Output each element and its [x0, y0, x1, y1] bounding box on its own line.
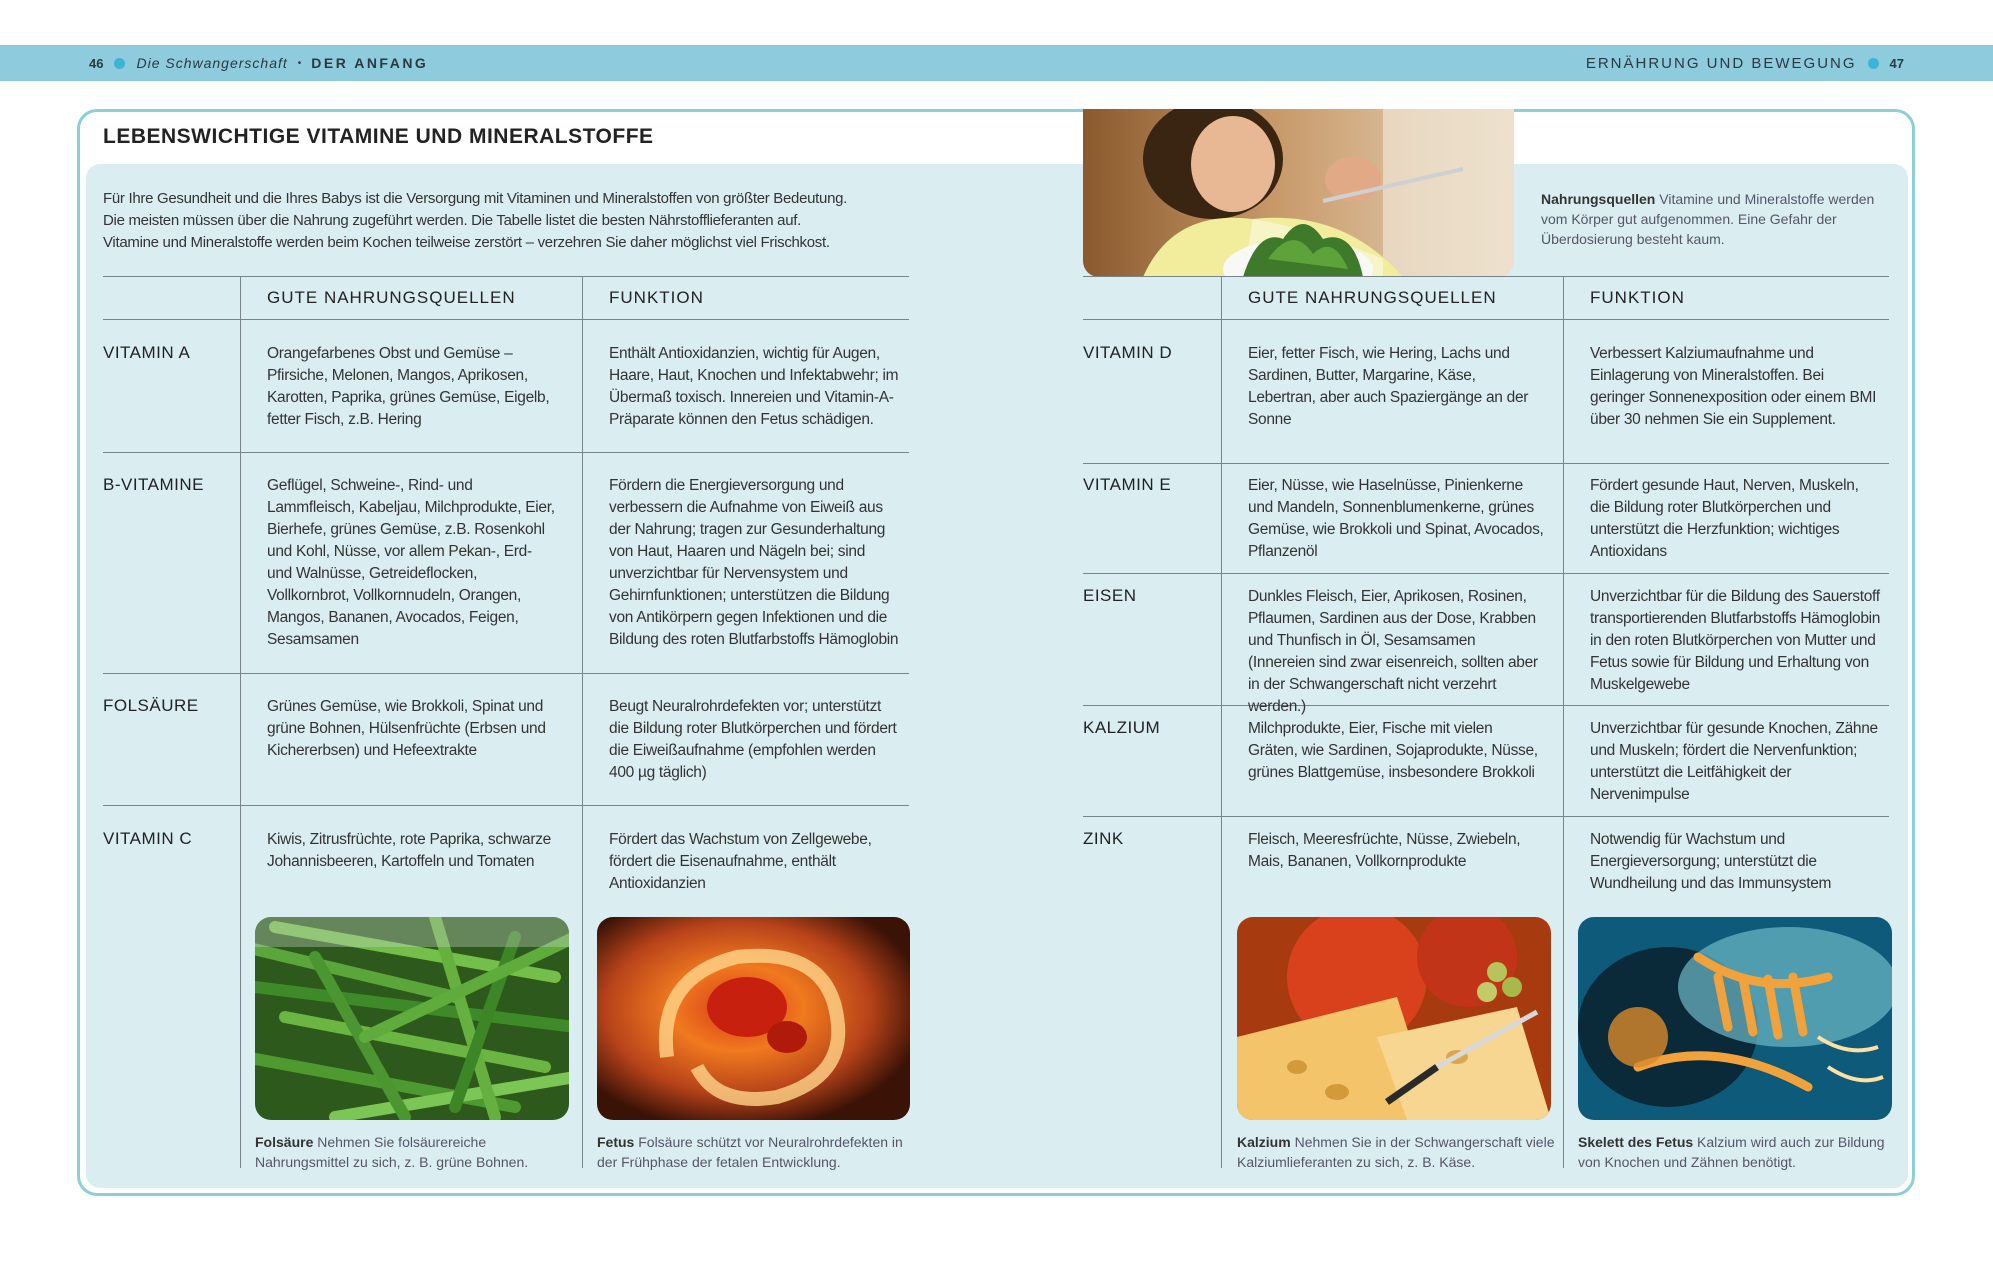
- column-rule: [1221, 276, 1222, 1168]
- table-rule: [103, 452, 909, 453]
- page-number-left: 46: [89, 55, 104, 71]
- running-header: [0, 45, 1993, 81]
- column-rule: [582, 276, 583, 1168]
- row-sources: Milchprodukte, Eier, Fische mit vielen Gräten, wie Sardinen, Sojaprodukte, Nüsse, grünes Blattgemüse, insbesondere Brokkoli: [1248, 720, 1538, 781]
- book-title: Die Schwangerschaft: [136, 55, 288, 71]
- row-name: VITAMIN D: [1083, 343, 1173, 362]
- row-sources: Grünes Gemüse, wie Brokkoli, Spinat und grüne Bohnen, Hülsenfrüchte (Erbsen und Kichererbsen) und Hefeextrakte: [267, 698, 546, 759]
- column-header-function: FUNKTION: [1590, 288, 1685, 307]
- row-function: Unverzichtbar für die Bildung des Sauerstoff transportierenden Blutfarbstoffs Hämoglobin in den roten Blutkörperchen von Mutter und Fetus sowie für Bildung und Erhaltung von Muskelgewebe: [1590, 588, 1881, 693]
- top-photo-caption: [1541, 189, 1886, 249]
- table-rule: [1083, 463, 1889, 464]
- row-sources: Orangefarbenes Obst und Gemüse – Pfirsiche, Melonen, Mangos, Aprikosen, Karotten, Paprika, grünes Gemüse, Eigelb, fetter Fisch, z.B. Hering: [267, 345, 550, 428]
- column-rule: [1563, 276, 1564, 1168]
- running-header-left: [89, 45, 428, 81]
- section-title: ERNÄHRUNG UND BEWEGUNG: [1585, 54, 1857, 72]
- fetus-embryo-photo: [597, 917, 910, 1120]
- running-header-right: [1586, 45, 1904, 81]
- intro-line: Vitamine und Mineralstoffe werden beim Kochen teilweise zerstört – verzehren Sie daher möglichst viel Frischkost.: [103, 234, 830, 251]
- caption-bold: Fetus: [597, 1134, 635, 1150]
- cheese-caption: [1237, 1132, 1559, 1172]
- table-rule: [1083, 816, 1889, 817]
- header-separator: •: [297, 57, 302, 69]
- fetal-skeleton-photo: [1578, 917, 1892, 1120]
- table-rule: [103, 805, 909, 806]
- caption-bold: Skelett des Fetus: [1578, 1134, 1694, 1150]
- caption-text: Nehmen Sie folsäurereiche Nahrungsmittel zu sich, z. B. grüne Bohnen.: [255, 1134, 529, 1170]
- row-sources: Geflügel, Schweine-, Rind- und Lammfleisch, Kabeljau, Milchprodukte, Eier, Bierhefe, grünes Gemüse, z.B. Rosenkohl und Kohl, Nüsse, vor allem Pekan-, Erd- und Walnüsse, Getreideflocken, Vollkornbrot, Vollkornnudeln, Orangen, Mangos, Bananen, Avocados, Feigen, Sesamsamen: [267, 477, 555, 648]
- caption-text: Nehmen Sie in der Schwangerschaft viele Kalziumlieferanten zu sich, z. B. Käse.: [1237, 1134, 1555, 1170]
- row-function: Notwendig für Wachstum und Energieversorgung; unterstützt die Wundheilung und das Immunsystem: [1590, 831, 1832, 892]
- fetus-caption: [597, 1132, 915, 1172]
- intro-line: Für Ihre Gesundheit und die Ihres Babys ist die Versorgung mit Vitaminen und Mineralstoffen von größter Bedeutung.: [103, 190, 848, 207]
- intro-line: Die meisten müssen über die Nahrung zugeführt werden. Die Tabelle listet die besten Nährstofflieferanten auf.: [103, 212, 802, 229]
- row-name: EISEN: [1083, 586, 1137, 605]
- caption-bold: Folsäure: [255, 1134, 314, 1150]
- column-rule: [240, 276, 241, 1168]
- box-intro: [103, 188, 903, 254]
- table-rule: [1083, 319, 1889, 320]
- box-title: LEBENSWICHTIGE VITAMINE UND MINERALSTOFFE: [103, 125, 654, 148]
- table-rule: [1083, 276, 1889, 277]
- row-name: VITAMIN E: [1083, 475, 1172, 494]
- cheese-photo: [1237, 917, 1551, 1120]
- row-sources: Dunkles Fleisch, Eier, Aprikosen, Rosinen, Pflaumen, Sardinen aus der Dose, Krabben und Thunfisch in Öl, Sesamsamen (Innereien sind zwar eisenreich, sollten aber in der Schwangerschaft nicht verzehrt werden.): [1248, 588, 1538, 715]
- caption-text: Folsäure schützt vor Neuralrohrdefekten in der Frühphase der fetalen Entwicklung.: [597, 1134, 903, 1170]
- row-function: Unverzichtbar für gesunde Knochen, Zähne und Muskeln; fördert die Nervenfunktion; unterstützt die Leitfähigkeit der Nervenimpulse: [1590, 720, 1878, 803]
- row-sources: Eier, Nüsse, wie Haselnüsse, Pinienkerne und Mandeln, Sonnenblumenkerne, grünes Gemüse, wie Brokkoli und Spinat, Avocados, Pflanzenöl: [1248, 477, 1544, 560]
- row-function: Fördern die Energieversorgung und verbessern die Aufnahme von Eiweiß aus der Nahrung; tragen zur Gesunderhaltung von Haut, Haaren und Nägeln bei; sind unverzichtbar für Nervensystem und Gehirnfunktionen; unterstützen die Bildung von Antikörpern gegen Infektionen und die Bildung des roten Blutfarbstoffs Hämoglobin: [609, 477, 899, 648]
- chapter-title: DER ANFANG: [311, 55, 429, 71]
- caption-text: Kalzium wird auch zur Bildung von Knochen und Zähnen benötigt.: [1578, 1134, 1885, 1170]
- table-rule: [103, 673, 909, 674]
- table-rule: [1083, 573, 1889, 574]
- row-name: KALZIUM: [1083, 718, 1161, 737]
- skeleton-caption: [1578, 1132, 1892, 1172]
- bullet-dot-icon: [1868, 58, 1879, 69]
- row-name: VITAMIN A: [103, 343, 191, 362]
- row-function: Beugt Neuralrohrdefekten vor; unterstützt die Bildung roter Blutkörperchen und fördert die Eiweißaufnahme (empfohlen werden 400 µg täglich): [609, 698, 897, 781]
- row-function: Fördert das Wachstum von Zellgewebe, fördert die Eisenaufnahme, enthält Antioxidanzien: [609, 831, 872, 892]
- column-header-sources: GUTE NAHRUNGSQUELLEN: [1248, 288, 1497, 307]
- row-sources: Kiwis, Zitrusfrüchte, rote Paprika, schwarze Johannisbeeren, Kartoffeln und Tomaten: [267, 831, 551, 870]
- row-function: Enthält Antioxidanzien, wichtig für Augen, Haare, Haut, Knochen und Infektabwehr; im Übermaß toxisch. Innereien und Vitamin-A-Präparate können den Fetus schädigen.: [609, 345, 899, 428]
- beans-caption: [255, 1132, 575, 1172]
- bullet-dot-icon: [114, 58, 125, 69]
- row-name: FOLSÄURE: [103, 696, 199, 715]
- row-name: VITAMIN C: [103, 829, 193, 848]
- caption-bold: Nahrungsquellen: [1541, 191, 1656, 207]
- row-name: B-VITAMINE: [103, 475, 205, 494]
- table-rule: [103, 276, 909, 277]
- column-header-function: FUNKTION: [609, 288, 704, 307]
- row-sources: Fleisch, Meeresfrüchte, Nüsse, Zwiebeln, Mais, Bananen, Vollkornprodukte: [1248, 831, 1521, 870]
- caption-bold: Kalzium: [1237, 1134, 1291, 1150]
- table-rule: [103, 319, 909, 320]
- row-name: ZINK: [1083, 829, 1124, 848]
- column-header-sources: GUTE NAHRUNGSQUELLEN: [267, 288, 516, 307]
- caption-text: Vitamine und Mineralstoffe werden vom Körper gut aufgenommen. Eine Gefahr der Überdosierung besteht kaum.: [1541, 191, 1875, 247]
- row-function: Fördert gesunde Haut, Nerven, Muskeln, die Bildung roter Blutkörperchen und unterstützt die Herzfunktion; wichtiges Antioxidans: [1590, 477, 1859, 560]
- row-function: Verbessert Kalziumaufnahme und Einlagerung von Mineralstoffen. Bei geringer Sonnenexposition oder einem BMI über 30 nehmen Sie ein Supplement.: [1590, 345, 1877, 428]
- green-beans-photo: [255, 917, 569, 1120]
- page-number-right: 47: [1889, 55, 1904, 71]
- woman-eating-salad-photo: [1083, 109, 1514, 277]
- row-sources: Eier, fetter Fisch, wie Hering, Lachs und Sardinen, Butter, Margarine, Käse, Lebertran, aber auch Spaziergänge an der Sonne: [1248, 345, 1529, 428]
